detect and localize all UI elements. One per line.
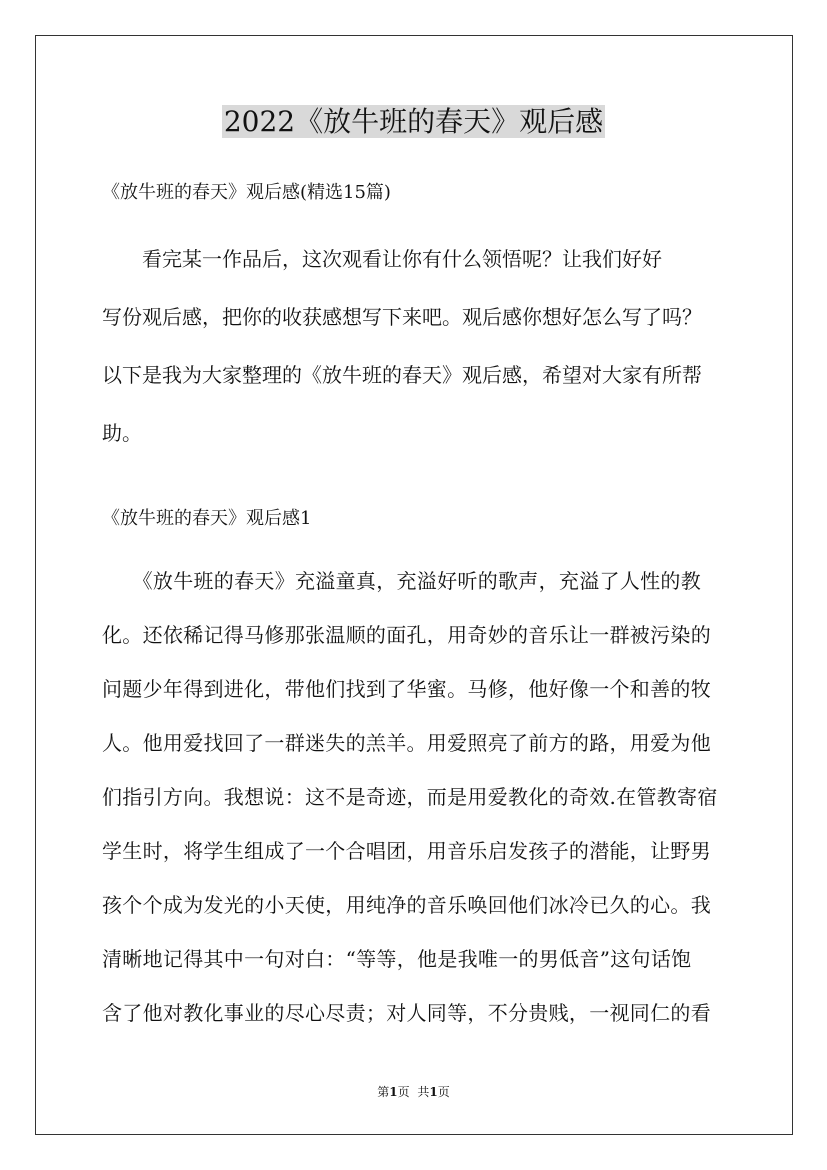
intro-paragraph [102, 230, 727, 462]
page-footer [0, 1083, 827, 1101]
body-line: 人。他用爱找回了一群迷失的羔羊。用爱照亮了前方的路，用爱为他 [102, 731, 711, 755]
page-current: 1 [389, 1085, 398, 1099]
section-heading: 《放牛班的春天》观后感1 [102, 508, 312, 529]
body-line: 孩个个成为发光的小天使，用纯净的音乐唤回他们冰冷已久的心。我 [102, 893, 711, 917]
intro-line: 助。 [102, 421, 142, 445]
body-line: 问题少年得到进化，带他们找到了华蜜。马修，他好像一个和善的牧 [102, 677, 711, 701]
body-line: 化。还依稀记得马修那张温顺的面孔，用奇妙的音乐让一群被污染的 [102, 623, 711, 647]
body-line: 《放牛班的春天》充溢童真，充溢好听的歌声，充溢了人性的教 [102, 569, 701, 593]
page-unit: 页 [397, 1085, 410, 1099]
body-line: 含了他对教化事业的尽心尽责；对人同等，不分贵贱，一视同仁的看 [102, 1001, 711, 1025]
document-title [0, 100, 827, 144]
intro-line: 写份观后感，把你的收获感想写下来吧。观后感你想好怎么写了吗？ [102, 305, 702, 329]
body-line: 们指引方向。我想说：这不是奇迹，而是用爱教化的奇效.在管教寄宿 [102, 785, 718, 809]
intro-line: 以下是我为大家整理的《放牛班的春天》观后感，希望对大家有所帮 [102, 363, 702, 387]
body-line: 清晰地记得其中一句对白：“等等，他是我唯一的男低音”这句话饱 [102, 947, 692, 971]
intro-line: 看完某一作品后，这次观看让你有什么领悟呢？让我们好好 [102, 247, 662, 271]
page-total: 1 [429, 1085, 438, 1099]
document-subtitle: 《放牛班的春天》观后感(精选15篇) [102, 182, 391, 203]
page-prefix: 第 [377, 1085, 390, 1099]
total-prefix: 共 [417, 1085, 430, 1099]
body-line: 学生时，将学生组成了一个合唱团，用音乐启发孩子的潜能，让野男 [102, 839, 711, 863]
document-title-text: 2022《放牛班的春天》观后感 [223, 105, 604, 138]
total-unit: 页 [437, 1085, 450, 1099]
body-paragraph [102, 554, 727, 1040]
